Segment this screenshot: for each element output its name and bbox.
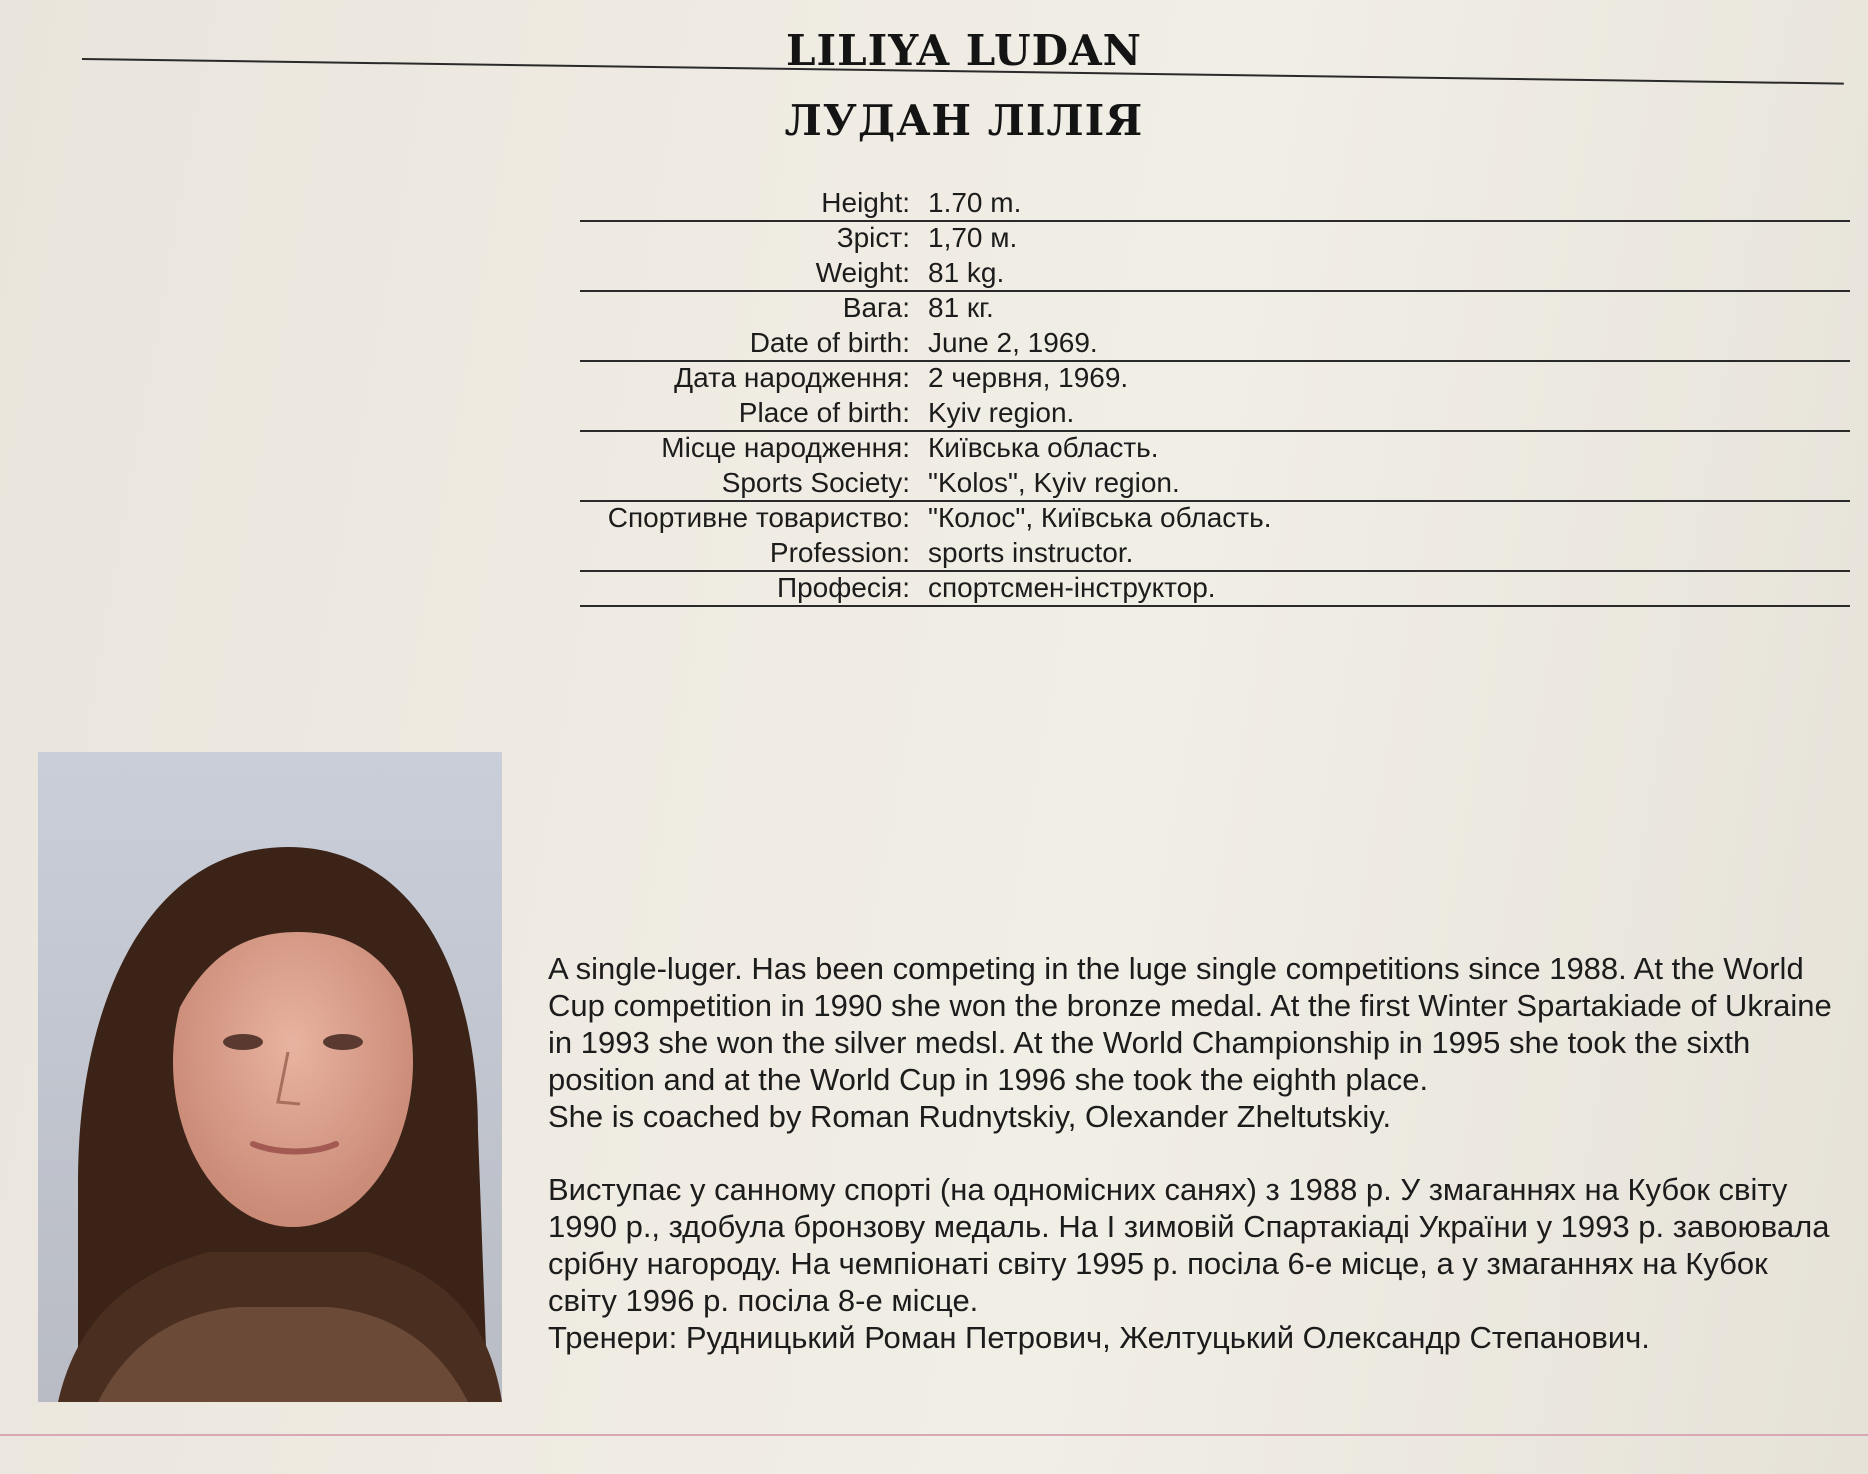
athlete-name-english: LILIYA LUDAN xyxy=(785,26,1143,75)
stat-label: Спортивне товариство: xyxy=(607,501,910,533)
stat-row xyxy=(560,360,1850,395)
stat-row xyxy=(560,535,1850,570)
stat-value: 2 червня, 1969. xyxy=(928,361,1129,393)
athlete-portrait-photo xyxy=(38,752,502,1402)
stat-label: Місце народження: xyxy=(661,431,910,463)
stat-value: June 2, 1969. xyxy=(928,326,1098,358)
athlete-stats-table xyxy=(560,185,1850,605)
stat-row xyxy=(560,500,1850,535)
stat-label: Weight: xyxy=(815,256,910,288)
stat-value: 1.70 m. xyxy=(928,186,1022,218)
bio-ukrainian-coach: Тренери: Рудницький Роман Петрович, Желтуцький Олександр Степанович. xyxy=(548,1320,1650,1355)
stat-value: "Kolos", Kyiv region. xyxy=(928,466,1180,498)
stat-value: "Колос", Київська область. xyxy=(928,501,1272,533)
biography-text xyxy=(548,950,1840,1356)
stat-value: спортсмен-інструктор. xyxy=(928,571,1216,603)
bio-english-coach: She is coached by Roman Rudnytskiy, Olexander Zheltutskiy. xyxy=(548,1099,1392,1134)
athlete-name-ukrainian: ЛУДАН ЛІЛІЯ xyxy=(784,96,1144,145)
stat-value: 81 kg. xyxy=(928,256,1005,288)
page-bottom-rule xyxy=(0,1434,1868,1436)
stat-row xyxy=(560,290,1850,325)
bio-english-paragraph: A single-luger. Has been competing in the luge single competitions since 1988. At the World Cup competition in 1990 she won the bronze medal. At the first Winter Spartakiade of Ukraine in 1993 she won the silver medsl. At the World Championship in 1995 she took the sixth position and at the World Cup in 1996 she took the eighth place. xyxy=(548,951,1832,1097)
stat-label: Height: xyxy=(821,186,910,218)
stat-value: Kyiv region. xyxy=(928,396,1075,428)
stat-label: Place of birth: xyxy=(738,396,910,428)
stat-label: Дата народження: xyxy=(674,361,910,393)
stat-row xyxy=(560,220,1850,255)
stat-label: Profession: xyxy=(769,536,910,568)
stat-label: Зріст: xyxy=(836,221,910,253)
stat-row xyxy=(560,465,1850,500)
stat-row xyxy=(560,325,1850,360)
stat-label: Професія: xyxy=(776,571,910,603)
stat-row xyxy=(560,185,1850,220)
stat-label: Вага: xyxy=(842,291,910,323)
stat-row xyxy=(560,430,1850,465)
stat-row xyxy=(560,255,1850,290)
stat-label: Sports Society: xyxy=(721,466,910,498)
stat-label: Date of birth: xyxy=(749,326,910,358)
stat-value: Київська область. xyxy=(928,431,1159,463)
bio-ukrainian-paragraph: Виступає у санному спорті (на одномісних санях) з 1988 р. У змаганнях на Кубок світу 1990 р., здобула бронзову медаль. На І зимовій Спартакіаді України у 1993 р. завоювала срібну нагороду. На чемпіонаті світу 1995 р. посіла 6-е місце, а у змаганнях на Кубок світу 1996 р. посіла 8-е місце. xyxy=(548,1172,1830,1318)
stat-value: 1,70 м. xyxy=(928,221,1018,253)
stat-value: sports instructor. xyxy=(928,536,1134,568)
stat-value: 81 кг. xyxy=(928,291,994,323)
stat-row xyxy=(560,570,1850,605)
stat-divider xyxy=(580,605,1850,607)
stat-row xyxy=(560,395,1850,430)
